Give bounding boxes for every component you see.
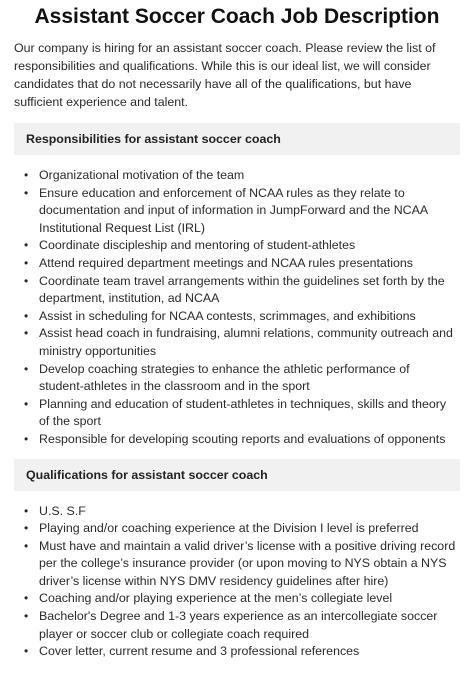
list-item xyxy=(14,167,460,185)
list-item xyxy=(14,361,460,396)
list-item-text: Cover letter, current resume and 3 professional references xyxy=(39,644,360,659)
list-item-text: Responsible for developing scouting reports and evaluations of opponents xyxy=(39,431,446,446)
bullet-icon: • xyxy=(24,609,29,624)
bullet-icon: • xyxy=(24,503,29,518)
bullet-icon: • xyxy=(24,326,29,341)
list-item-text: Playing and/or coaching experience at the Division I level is preferred xyxy=(39,521,419,536)
page-title: Assistant Soccer Coach Job Description xyxy=(34,5,440,28)
list-item xyxy=(14,520,460,538)
list-item xyxy=(14,396,460,431)
list-item xyxy=(14,503,460,521)
bullet-icon: • xyxy=(24,168,29,182)
qualifications-list xyxy=(14,503,460,661)
list-item-text: Organizational motivation of the team xyxy=(39,168,245,182)
bullet-icon: • xyxy=(24,431,29,446)
list-item-text: U.S. S.F xyxy=(39,503,86,518)
responsibilities-list xyxy=(14,167,460,449)
list-item-text: Ensure education and enforcement of NCAA rules as they relate to documentation and input of information in JumpForward and the NCAA Institutional Request List (IRL) xyxy=(39,185,428,235)
list-item-text: Bachelor's Degree and 1-3 years experience as an intercollegiate soccer player or soccer club or collegiate coach required xyxy=(39,609,438,641)
intro-paragraph: Our company is hiring for an assistant soccer coach. Please review the list of responsibilities and qualifications. While this is our ideal list, we will consider candidates that do not necessarily have all of the qualifications, but have sufficient experience and talent. xyxy=(14,41,436,109)
bullet-icon: • xyxy=(24,396,29,411)
list-item xyxy=(14,325,460,360)
list-item-text: Must have and maintain a valid driver’s license with a positive driving record per the college’s insurance provider (or upon moving to NYS obtain a NYS driver’s license within NYS DMV residency guidelines after hire) xyxy=(39,538,456,588)
bullet-icon: • xyxy=(24,521,29,536)
bullet-icon: • xyxy=(24,591,29,606)
list-item-text: Assist head coach in fundraising, alumni relations, community outreach and ministry opportunities xyxy=(39,326,453,358)
bullet-icon: • xyxy=(24,308,29,323)
qualifications-heading: Qualifications for assistant soccer coach xyxy=(14,459,460,491)
bullet-icon: • xyxy=(24,273,29,288)
list-item xyxy=(14,643,460,661)
list-item-text: Coordinate team travel arrangements within the guidelines set forth by the department, institution, ad NCAA xyxy=(39,273,445,306)
responsibilities-heading: Responsibilities for assistant soccer coach xyxy=(14,123,460,155)
list-item-text: Coaching and/or playing experience at the men’s collegiate level xyxy=(39,591,393,606)
list-item xyxy=(14,538,460,591)
job-description-page xyxy=(0,3,474,661)
list-item xyxy=(14,590,460,608)
list-item xyxy=(14,185,460,238)
list-item-text: Coordinate discipleship and mentoring of student-athletes xyxy=(39,238,356,253)
bullet-icon: • xyxy=(24,538,29,553)
list-item-text: Planning and education of student-athletes in techniques, skills and theory of the sport xyxy=(39,396,447,429)
list-item xyxy=(14,608,460,643)
list-item xyxy=(14,308,460,326)
list-item-text: Attend required department meetings and NCAA rules presentations xyxy=(39,255,413,270)
list-item-text: Assist in scheduling for NCAA contests, scrimmages, and exhibitions xyxy=(39,308,416,323)
bullet-icon: • xyxy=(24,185,29,200)
list-item-text: Develop coaching strategies to enhance the athletic performance of student-athletes in the classroom and in the sport xyxy=(39,361,410,394)
bullet-icon: • xyxy=(24,644,29,659)
bullet-icon: • xyxy=(24,361,29,376)
list-item xyxy=(14,273,460,308)
bullet-icon: • xyxy=(24,238,29,253)
list-item xyxy=(14,255,460,273)
bullet-icon: • xyxy=(24,255,29,270)
list-item xyxy=(14,237,460,255)
list-item xyxy=(14,431,460,449)
